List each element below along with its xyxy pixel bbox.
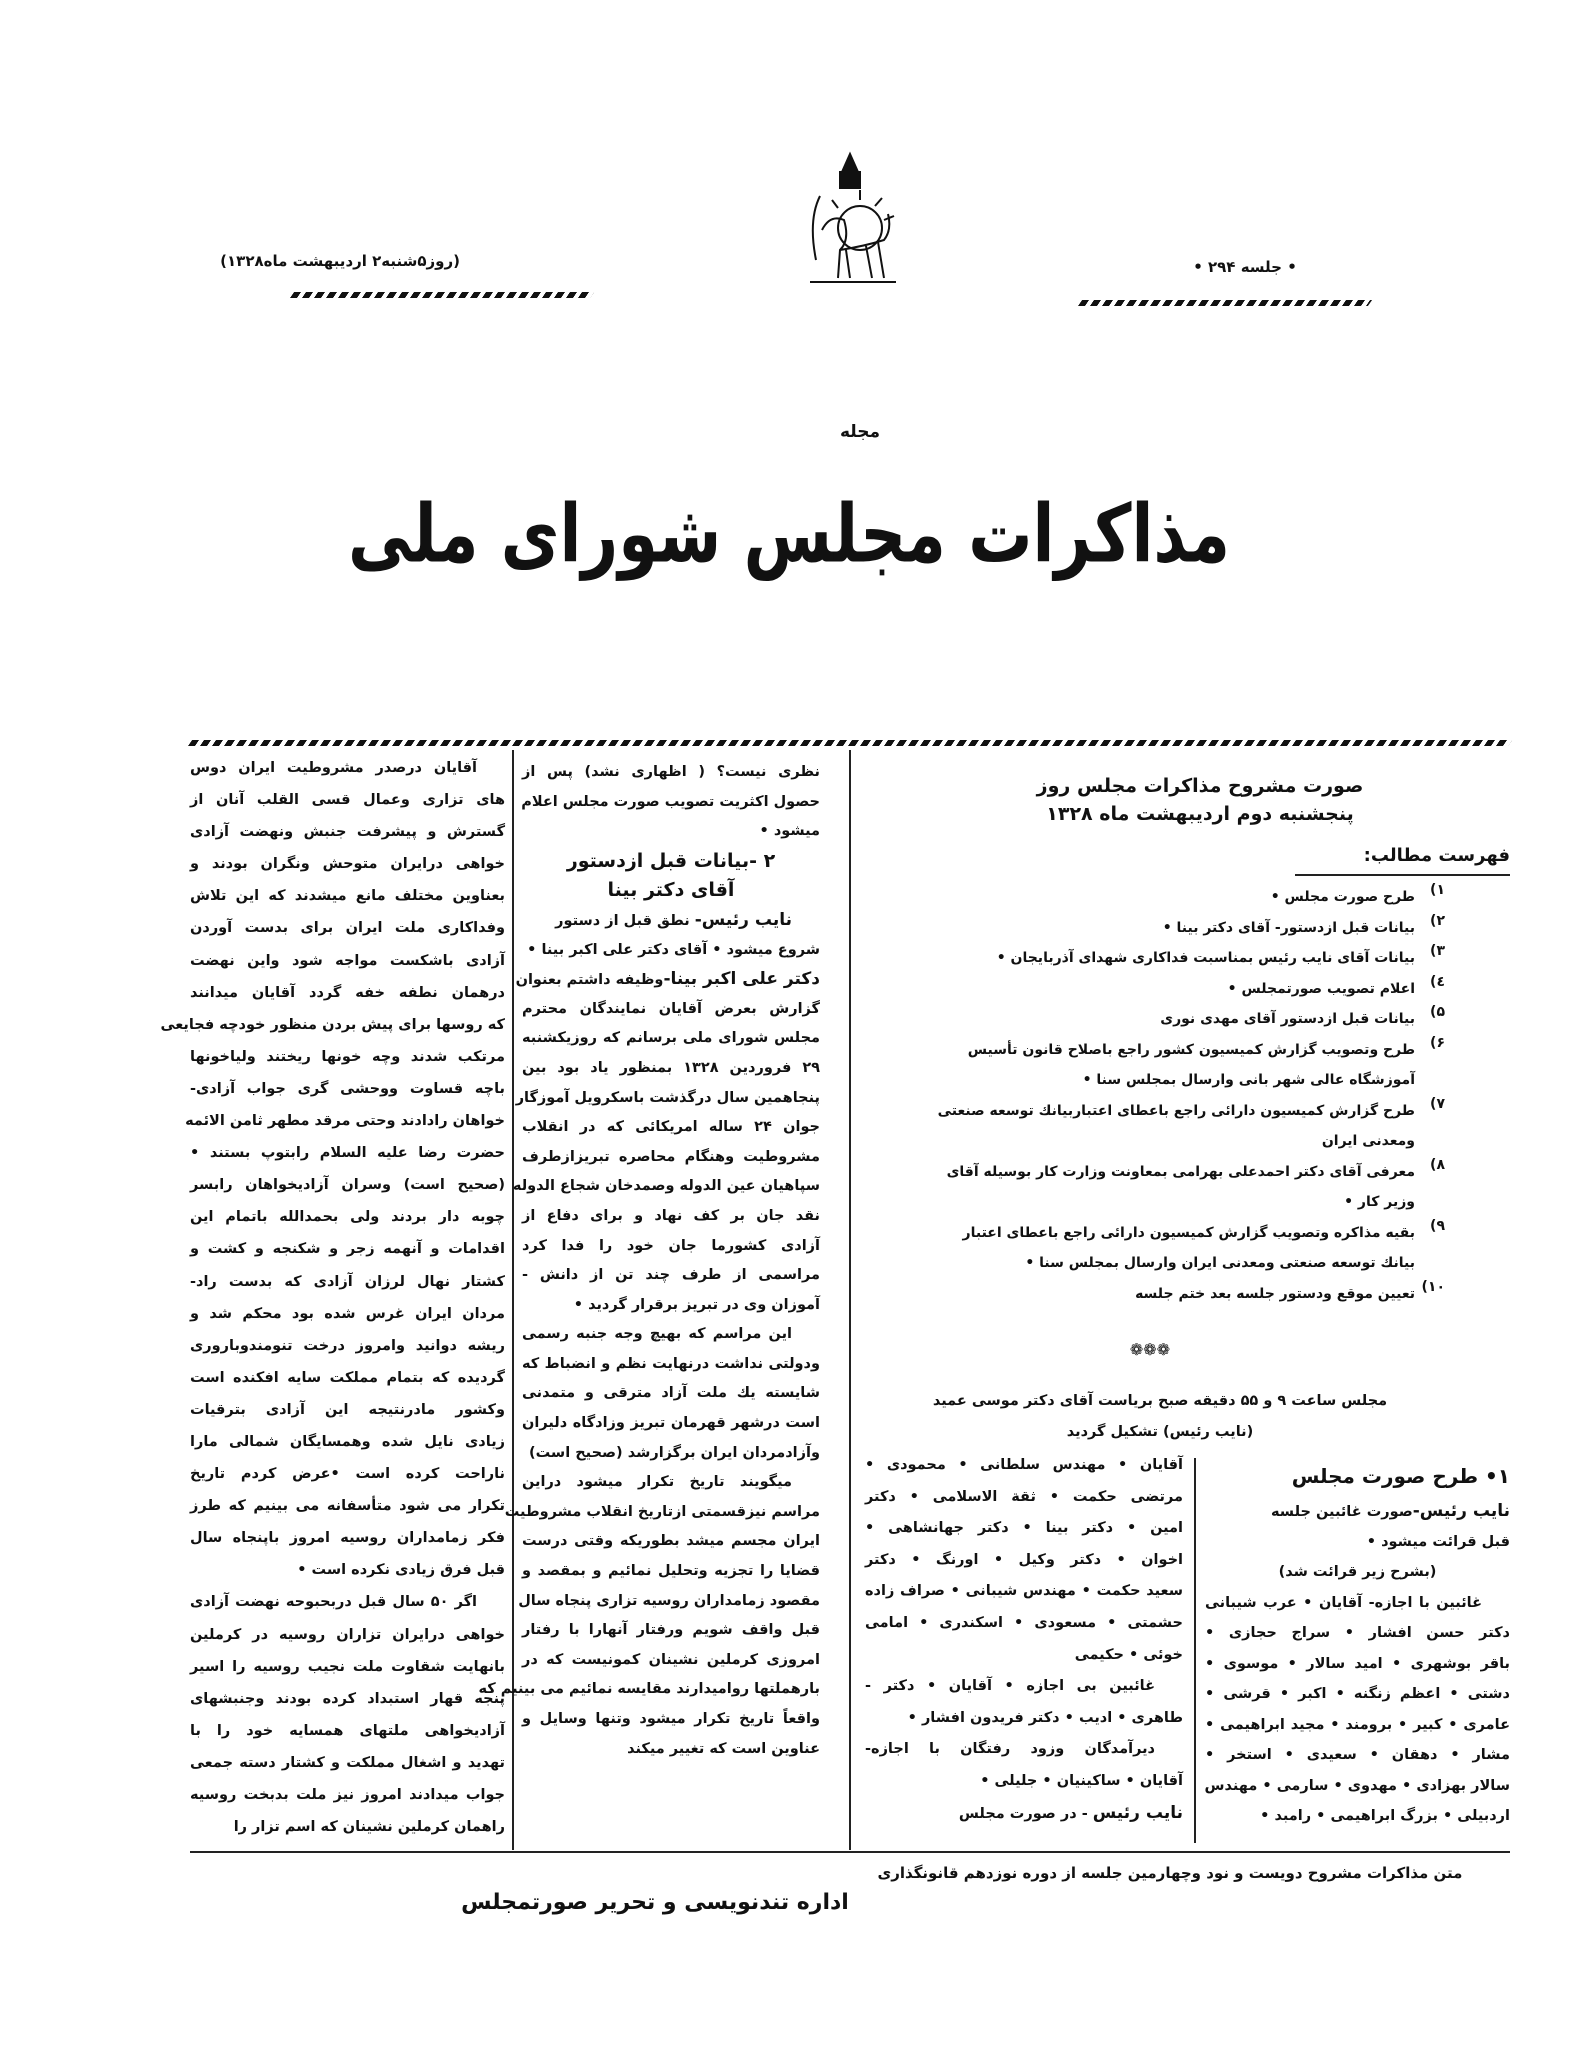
text-line xyxy=(190,945,505,977)
toc-item-text xyxy=(880,913,1415,944)
line-text: جواب میدادند امروز نیز ملت بدبخت روسیه xyxy=(190,1787,505,1803)
stenography-office: اداره تندنویسی و تحریر صورتمجلس xyxy=(461,1890,849,1915)
text-line xyxy=(865,1798,1183,1830)
line-text: جوان ۲۴ ساله امریکائی که در انقلاب xyxy=(522,1119,820,1136)
text-line xyxy=(160,1009,505,1041)
toc-item-number: ۷) xyxy=(1430,1095,1445,1112)
text-line xyxy=(865,1671,1183,1703)
text-line xyxy=(190,752,505,784)
flower-ornament-icon: ❁❁❁ xyxy=(1129,1340,1171,1359)
line-text: پنجه قهار استبداد کرده بودند وجنبشهای xyxy=(190,1690,505,1707)
paragraph xyxy=(522,1320,820,1468)
text-line xyxy=(522,1054,820,1084)
text-line xyxy=(190,1747,505,1779)
lion-and-sun-emblem-icon xyxy=(780,150,920,300)
text-line xyxy=(522,1232,820,1262)
paragraph xyxy=(160,752,505,1586)
toc-item-text xyxy=(880,1218,1415,1279)
line-text: گردیده که بتمام مملکت سایه افکنده است xyxy=(190,1369,505,1386)
middle-column xyxy=(478,758,821,1764)
paragraph xyxy=(190,1586,505,1843)
toc-item-line: بیانات آقای نایب رئیس بمناسبت فداکاری شهدای آذربایجان • xyxy=(996,950,1415,966)
toc-item xyxy=(880,1035,1445,1096)
line-text: آزادی باشکست مواجه شود واین نهضت xyxy=(190,952,505,969)
line-text: مرتکب شدند وچه خونها ریختند ولیاخونها xyxy=(190,1048,505,1065)
publication-title: مذاکرات مجلس شورای ملی xyxy=(348,488,1230,582)
line-text: اخوان • دکتر وکیل • اورنگ • دکتر xyxy=(865,1551,1183,1568)
column-divider-right xyxy=(849,750,851,1850)
paragraph xyxy=(1205,1496,1510,1557)
subcolumn-divider xyxy=(1194,1458,1196,1843)
toc-item xyxy=(880,943,1445,974)
line-text: نطق قبل از دستور xyxy=(555,912,695,929)
toc-item-text xyxy=(880,1157,1415,1218)
text-line xyxy=(865,1766,1183,1798)
line-text: باچه قساوت ووحشی گری جواب آزادی- xyxy=(190,1080,505,1097)
toc-item xyxy=(880,974,1445,1005)
toc-title: فهرست مطالب: xyxy=(1363,845,1510,866)
text-line xyxy=(522,1291,820,1321)
line-text: دشتی • اعظم زنگنه • اکبر • قرشی • xyxy=(1205,1686,1510,1702)
line-text: که روسها برای پیش بردن منظور خودچه فجایعی xyxy=(160,1016,505,1033)
line-text: مشار • دهقان • سعیدی • استخر • xyxy=(1205,1747,1510,1763)
text-line xyxy=(522,1468,820,1498)
section-1-heading: ۱• طرح صورت مجلس xyxy=(1291,1464,1510,1488)
text-line xyxy=(522,1113,820,1143)
toc-item-number: ۳) xyxy=(1430,943,1445,959)
paragraph xyxy=(1205,1557,1510,1588)
line-text: سالار بهزادی • مهدوی • سارمی • مهندس xyxy=(1204,1777,1510,1794)
text-line xyxy=(522,758,820,788)
text-line xyxy=(190,1554,505,1586)
line-text: آموزان وی در تبریز برقرار گردید • xyxy=(573,1296,820,1313)
text-line xyxy=(865,1545,1183,1577)
text-line xyxy=(522,1735,820,1765)
toc-item-line: اعلام تصویب صورتمجلس • xyxy=(1227,980,1415,997)
text-line xyxy=(522,1646,820,1676)
text-line xyxy=(190,816,505,848)
line-text: مقصود زمامداران روسیه تزاری پنجاه سال xyxy=(518,1592,820,1609)
line-text: صورت غائبین جلسه xyxy=(1271,1504,1413,1520)
line-text: چوبه دار بردند ولی بحمدالله باتمام این xyxy=(190,1209,505,1226)
table-of-contents xyxy=(880,882,1445,1309)
text-line xyxy=(522,936,820,966)
text-line xyxy=(190,1330,505,1362)
line-text: ریشه دوانید وامروز درخت تنومندوباروری xyxy=(190,1337,505,1354)
line-text: این مراسم که بهیچ وجه جنبه رسمی xyxy=(522,1326,792,1343)
line-text: خواهان رادادند وحتی مرقد مطهر ثامن الائمه xyxy=(185,1113,505,1130)
line-text: مشروطیت وهنگام محاصره تبریزازطرف xyxy=(522,1148,820,1165)
minutes-heading-line-2: پنجشنبه دوم اردیبهشت ماه ۱۳۲۸ xyxy=(1046,803,1354,825)
line-text: بارهملتها روامیدارند مقایسه نمائیم می بینیم که xyxy=(478,1681,820,1698)
text-line xyxy=(865,1576,1183,1608)
toc-item xyxy=(880,882,1445,913)
line-text: باقر بوشهری • امید سالار • موسوی • xyxy=(1205,1655,1510,1672)
speaker-name: نایب رئیس- xyxy=(1412,1501,1510,1521)
line-text: مراسم نیزقسمتی ازتاریخ انقلاب مشروطیت xyxy=(504,1503,820,1520)
text-line xyxy=(515,1084,820,1114)
toc-item xyxy=(880,1096,1445,1157)
text-line xyxy=(190,1169,505,1201)
top-dashed-divider xyxy=(188,740,1512,746)
line-text: آقایان درصدر مشروطیت ایران دوس xyxy=(190,760,477,776)
text-line xyxy=(522,817,820,847)
line-text: حشمتی • مسعودی • اسکندری • امامی xyxy=(865,1614,1183,1631)
line-text: مجلس شورای ملی برسانم که روزیکشنبه xyxy=(522,1030,820,1047)
text-line xyxy=(190,1073,505,1105)
line-text: عناوین است که تغییر میکند xyxy=(627,1740,820,1757)
line-text: آقایان • ساکینیان • جلیلی • xyxy=(980,1772,1183,1789)
text-line xyxy=(512,1172,820,1202)
line-text: غائبین بی اجازه • آقایان • دکتر - xyxy=(865,1678,1155,1695)
toc-item-text xyxy=(880,943,1415,974)
line-text: ۲۹ فروردین ۱۳۲۸ بمنظور یاد بود بین xyxy=(522,1059,821,1076)
toc-item xyxy=(880,913,1445,944)
toc-item-number: ٤) xyxy=(1430,973,1445,990)
text-line xyxy=(190,1715,505,1747)
paragraph xyxy=(865,1734,1183,1797)
toc-item xyxy=(880,1218,1445,1279)
text-line xyxy=(190,1811,505,1843)
line-text: فکر زمامداران روسیه امروز باپنجاه سال xyxy=(190,1530,505,1547)
text-line xyxy=(190,1201,505,1233)
line-text: میشود • xyxy=(759,823,820,840)
attendance-names-column xyxy=(865,1450,1183,1829)
text-line xyxy=(504,1498,820,1528)
toc-item-number: ۱۰) xyxy=(1421,1278,1445,1295)
line-text: راهمان کرملین نشینان که اسم تزار را xyxy=(233,1819,505,1836)
text-line xyxy=(190,880,505,912)
paragraph xyxy=(865,1450,1183,1671)
text-line xyxy=(190,1683,505,1715)
line-text: سپاهیان عین الدوله وصمدخان شجاع الدوله xyxy=(512,1178,820,1195)
session-opening-line-2: (نایب رئیس) تشکیل گردید xyxy=(1066,1424,1254,1440)
line-text: تکرار می شود متأسفانه می بینیم که طرز xyxy=(190,1498,505,1515)
text-line xyxy=(1205,1496,1510,1527)
text-line xyxy=(865,1608,1183,1640)
line-text: قضایا را تجزیه وتحلیل نمائیم و بمقصد و xyxy=(522,1563,820,1580)
text-line xyxy=(478,1675,820,1705)
toc-item-line: معرفی آقای دکتر احمدعلی بهرامی بمعاونت وزارت کار بوسیله آقای xyxy=(946,1163,1415,1180)
header-left-dashed-rule xyxy=(290,292,594,298)
text-line xyxy=(522,1557,820,1587)
text-line xyxy=(522,1350,820,1380)
text-line xyxy=(865,1482,1183,1514)
toc-item-line: طرح وتصویب گزارش کمیسیون کشور راجع باصلاح قانون تأسیس xyxy=(967,1041,1415,1058)
line-text: خواهی درایران تزاران روسیه در کرملین xyxy=(190,1626,505,1643)
paragraph xyxy=(478,1468,820,1764)
line-text: مرتضی حکمت • ثقة الاسلامی • دکتر xyxy=(865,1488,1183,1505)
text-line xyxy=(522,1202,820,1232)
line-text: آزادی کشورما جان خود را فدا کرد xyxy=(522,1237,820,1254)
line-text: عامری • کبیر • برومند • مجید ابراهیمی • xyxy=(1205,1716,1510,1733)
text-line xyxy=(190,1233,505,1265)
text-line xyxy=(865,1450,1183,1482)
text-line xyxy=(190,1619,505,1651)
line-text: آزادیخواهی ملتهای همسایه خود را با xyxy=(190,1722,505,1739)
line-text: خواهی درایران متوحش ونگران بودند و xyxy=(190,856,505,873)
text-line xyxy=(190,1426,505,1458)
line-text: طاهری • ادیب • دکتر فریدون افشار • xyxy=(907,1709,1183,1726)
toc-item-number: ۵) xyxy=(1430,1004,1445,1020)
toc-item xyxy=(880,1279,1445,1310)
paragraph xyxy=(865,1671,1183,1734)
left-column xyxy=(160,752,505,1843)
text-line xyxy=(1205,1801,1510,1832)
text-line xyxy=(865,1734,1183,1766)
text-line xyxy=(190,1137,505,1169)
toc-item-text xyxy=(880,1096,1415,1157)
text-line xyxy=(522,1527,820,1557)
paragraph xyxy=(522,758,820,847)
text-line xyxy=(190,1458,505,1490)
line-text: حصول اکثریت تصویب صورت مجلس اعلام xyxy=(521,793,820,810)
toc-item-line: بیانات قبل ازدستور آقای مهدی نوری xyxy=(1160,1011,1415,1027)
toc-item xyxy=(880,1157,1445,1218)
text-line xyxy=(1205,1527,1510,1558)
text-line xyxy=(865,1513,1183,1545)
line-text: دیرآمدگان وزود رفتگان با اجازه- xyxy=(865,1741,1155,1758)
text-line xyxy=(522,1705,820,1735)
line-text: شایسته یك ملت آزاد مترقی و متمدنی xyxy=(522,1385,820,1402)
line-text: وکشور مادرنتیجه این آزادی بترقیات xyxy=(190,1401,505,1418)
section-heading: آقای دکتر بینا xyxy=(607,879,735,902)
line-text: تهدید و اشغال مملکت و کشتار دسته جمعی xyxy=(190,1754,505,1771)
line-text: قبل واقف شویم ورفتار آنهارا با رفتار xyxy=(522,1622,820,1639)
line-text: واقعاً تاریخ تکرار میشود وتنها وسایل و xyxy=(522,1711,820,1727)
toc-item-line: آموزشگاه عالی شهر بانی وارسال بمجلس سنا • xyxy=(1082,1072,1415,1088)
toc-item-line: ومعدنی ایران xyxy=(1321,1133,1415,1149)
text-line xyxy=(190,1266,505,1298)
text-line xyxy=(522,995,820,1025)
toc-item xyxy=(880,1004,1445,1035)
text-line xyxy=(515,965,820,995)
footer-note: متن مذاکرات مشروح دویست و نود وچهارمین جلسه از دوره نوزدهم قانونگذاری xyxy=(877,1864,1463,1882)
magazine-label: مجله xyxy=(839,422,881,442)
text-line xyxy=(1205,1649,1510,1680)
text-line xyxy=(190,1394,505,1426)
line-text: ناراحت کرده است •عرض کردم تاریخ xyxy=(190,1466,505,1483)
line-text: آقایان • مهندس سلطانی • محمودی • xyxy=(865,1457,1183,1473)
toc-item-text xyxy=(880,1035,1415,1096)
toc-item-text xyxy=(880,1279,1415,1310)
line-text: غائبین با اجازه- آقایان • عرب شیبانی xyxy=(1205,1594,1482,1611)
toc-item-text xyxy=(880,1004,1415,1035)
header-date: (روز۵شنبه۲ اردیبهشت ماه۱۳۲۸) xyxy=(220,252,460,270)
text-line xyxy=(190,784,505,816)
toc-title-underline xyxy=(1295,874,1510,876)
text-line xyxy=(522,1379,820,1409)
speaker-name: نایب رئیس- xyxy=(694,909,792,930)
line-text: میگویند تاریخ تکرار میشود دراین xyxy=(522,1474,792,1491)
line-text: امین • دکتر بینا • دکتر جهانشاهی • xyxy=(865,1520,1183,1537)
line-text: اردبیلی • بزرگ ابراهیمی • رامبد • xyxy=(1260,1808,1510,1824)
line-text: گزارش بعرض آقایان نمایندگان محترم xyxy=(522,1000,820,1017)
toc-item-text xyxy=(880,974,1415,1005)
line-text: مراسمی از طرف چند تن از دانش - xyxy=(522,1267,820,1284)
minutes-heading-line-1: صورت مشروح مذاکرات مجلس روز xyxy=(1036,775,1364,797)
line-text: مردان ایران غرس شده بود محکم شد و xyxy=(190,1305,505,1322)
text-line xyxy=(518,1587,820,1617)
text-line xyxy=(865,1703,1183,1735)
text-line xyxy=(190,977,505,1009)
toc-item-line: بقیه مذاکره وتصویب گزارش کمیسیون دارائی راجع باعطای اعتبار xyxy=(962,1224,1415,1241)
line-text: درهمان نطفه خفه گردد آقایان میدانند xyxy=(190,984,505,1001)
line-text: امروزی کرملین نشینان کمونیست که در xyxy=(522,1651,820,1668)
line-text: است درشهر قهرمان تبریز وزادگاه دلیران xyxy=(522,1415,820,1432)
text-line xyxy=(190,1779,505,1811)
text-line xyxy=(522,1439,820,1469)
text-line xyxy=(185,1105,505,1137)
line-text: گسترش و پیشرفت جنبش ونهضت آزادی xyxy=(190,824,505,841)
text-line xyxy=(1205,1588,1510,1619)
text-line xyxy=(522,1024,820,1054)
text-line xyxy=(522,1616,820,1646)
toc-item-line: بیانات قبل ازدستور- آقای دکتر بینا • xyxy=(1162,919,1415,936)
session-number: • جلسه ۲۹۴ • xyxy=(1193,258,1297,276)
text-line xyxy=(522,1143,820,1173)
line-text: ودولتی نداشت درنهایت نظم و انضباط که xyxy=(522,1355,820,1372)
line-text: - در صورت مجلس xyxy=(958,1805,1093,1822)
text-line xyxy=(190,1041,505,1073)
line-text: (صحیح است) وسران آزادیخواهان رابسر xyxy=(190,1177,505,1194)
text-line xyxy=(190,848,505,880)
text-line xyxy=(190,1651,505,1683)
paragraph xyxy=(865,1798,1183,1830)
line-text: اقدامات و آنهمه زجر و شکنجه و کشت و xyxy=(190,1241,505,1258)
toc-item-number: ۱) xyxy=(1430,882,1445,898)
text-line xyxy=(1205,1618,1510,1649)
toc-item-number: ۶) xyxy=(1430,1034,1445,1051)
toc-item-line: تعیین موقع ودستور جلسه بعد ختم جلسه xyxy=(1135,1285,1415,1302)
section-heading: ۲ -بیانات قبل ازدستور xyxy=(566,849,776,872)
line-text: شروع میشود • آقای دکتر علی اکبر بینا • xyxy=(527,941,820,958)
line-text: بعناوین مختلف مانع میشدند که این تلاش xyxy=(190,888,505,905)
toc-item-line: وزیر کار • xyxy=(1344,1194,1415,1210)
line-text: دکتر حسن افشار • سراج حجازی • xyxy=(1205,1625,1510,1641)
line-text: وفداکاری ملت ایران برای بدست آوردن xyxy=(190,920,505,937)
text-line xyxy=(522,906,820,936)
paragraph xyxy=(1205,1588,1510,1832)
session-opening-line-1: مجلس ساعت ۹ و ۵۵ دقیقه صبح بریاست آقای دکتر موسی عمید xyxy=(932,1393,1388,1409)
line-text: اگر ۵۰ سال قبل دربحبوحه نهضت آزادی xyxy=(190,1594,477,1611)
speaker-name: نایب رئیس xyxy=(1092,1802,1183,1823)
toc-item-line: طرح صورت مجلس • xyxy=(1270,889,1415,905)
text-line xyxy=(190,1362,505,1394)
text-line xyxy=(190,1586,505,1618)
header-right-dashed-rule xyxy=(1078,300,1372,306)
text-line xyxy=(522,788,820,818)
text-line xyxy=(190,912,505,944)
toc-item-number: ۸) xyxy=(1430,1156,1445,1173)
text-line xyxy=(865,1640,1183,1672)
text-line xyxy=(1205,1679,1510,1710)
text-line xyxy=(190,1490,505,1522)
speaker-name: دکتر علی اکبر بینا- xyxy=(663,969,820,990)
text-line xyxy=(190,1522,505,1554)
paragraph xyxy=(512,965,821,1320)
toc-item-text xyxy=(880,882,1415,913)
section-1-body xyxy=(1205,1496,1510,1832)
line-text: های تزاری وعمال قسی القلب آنان از xyxy=(190,792,505,809)
line-text: خوئی • حکیمی xyxy=(1074,1646,1183,1663)
line-text: (بشرح زیر قرائت شد) xyxy=(1278,1564,1437,1580)
line-text: بانهایت شقاوت ملت نجیب روسیه را اسیر xyxy=(190,1658,505,1675)
line-text: قبل قرائت میشود • xyxy=(1366,1533,1510,1550)
line-text: کشتار نهال لرزان آزادی که بدست راد- xyxy=(190,1273,505,1290)
line-text: سعید حکمت • مهندس شیبانی • صراف زاده xyxy=(865,1583,1183,1600)
line-text: حضرت رضا علیه السلام رابتوپ بستند • xyxy=(190,1145,505,1162)
line-text: وظیفه داشتم بعنوان xyxy=(515,972,664,989)
text-line xyxy=(190,1298,505,1330)
text-line xyxy=(1205,1710,1510,1741)
line-text: وآزادمردان ایران برگزارشد (صحیح است) xyxy=(528,1444,820,1461)
line-text: زیادی نایل شده وهمسایگان شمالی مارا xyxy=(190,1433,505,1450)
text-line xyxy=(522,1409,820,1439)
line-text: قبل فرق زیادی نکرده است • xyxy=(297,1562,505,1579)
line-text: ایران مجسم میشد بطوریکه وقتی درست xyxy=(522,1533,820,1550)
text-line xyxy=(1205,1740,1510,1771)
footer-rule xyxy=(190,1851,1510,1853)
toc-item-number: ۹) xyxy=(1430,1217,1445,1234)
line-text: نظری نیست؟ ( اظهاری نشد) پس از xyxy=(522,764,820,780)
toc-item-number: ۲) xyxy=(1430,912,1445,929)
text-line xyxy=(522,1261,820,1291)
text-line xyxy=(1205,1771,1510,1802)
paragraph xyxy=(522,906,820,965)
toc-item-line: بیانك توسعه صنعتی ومعدنی ایران وارسال بمجلس سنا • xyxy=(1025,1255,1415,1271)
toc-item-line: طرح گزارش کمیسیون دارائی راجع باعطای اعتباربیانك توسعه صنعتی xyxy=(937,1102,1415,1119)
line-text: نقد جان بر کف نهاد و برای دفاع از xyxy=(522,1207,820,1224)
text-line xyxy=(1205,1557,1510,1588)
text-line xyxy=(522,1320,820,1350)
line-text: پنجاهمین سال درگذشت باسکرویل آموزگار xyxy=(515,1089,820,1106)
